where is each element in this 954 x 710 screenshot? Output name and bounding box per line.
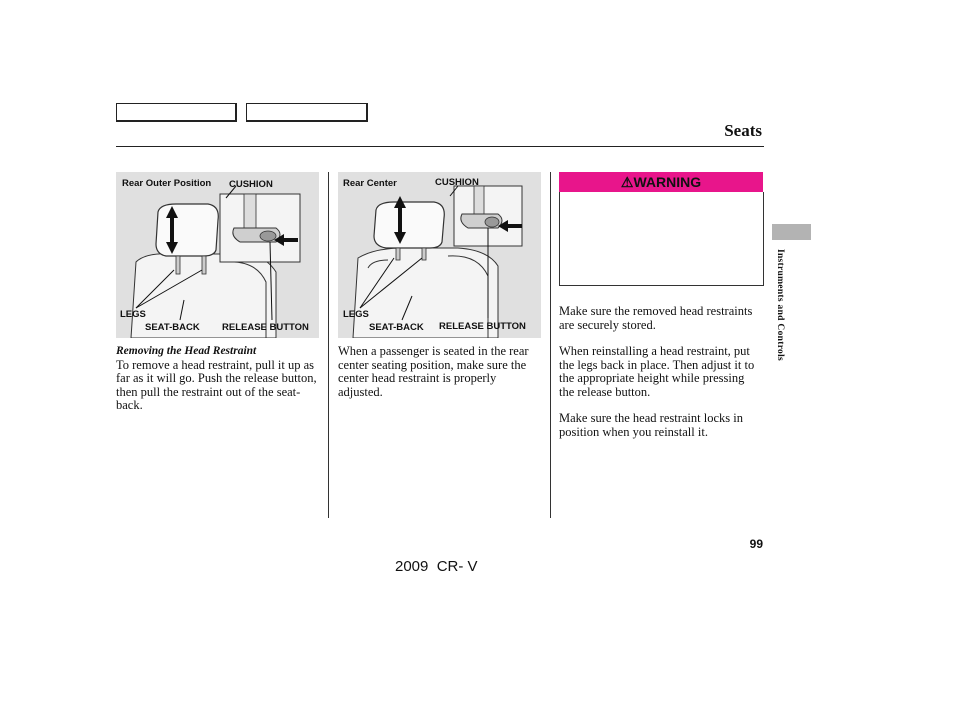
column-1-text bbox=[116, 345, 322, 413]
label-legs: LEGS bbox=[120, 309, 146, 320]
column-divider bbox=[550, 172, 551, 518]
figure-caption: Rear Outer Position bbox=[122, 178, 212, 189]
page-title: Seats bbox=[724, 121, 762, 140]
column-divider bbox=[328, 172, 329, 518]
warning-header bbox=[559, 172, 763, 192]
footer-model: 2009 CR- V bbox=[395, 558, 478, 575]
paragraph: Make sure the removed head restraints are securely stored. bbox=[559, 304, 753, 332]
column-3-text bbox=[559, 305, 759, 439]
nav-box-main-menu[interactable] bbox=[116, 103, 237, 122]
section-tab-label: Instruments and Controls bbox=[775, 248, 785, 362]
warning-icon: ⚠ bbox=[620, 174, 634, 190]
section-heading: Removing the Head Restraint bbox=[116, 345, 257, 357]
figure-rear-center bbox=[338, 172, 541, 338]
label-release-button: RELEASE BUTTON bbox=[222, 322, 309, 333]
warning-title: WARNING bbox=[633, 174, 702, 190]
label-legs: LEGS bbox=[343, 309, 369, 320]
label-release-button: RELEASE BUTTON bbox=[439, 321, 526, 332]
paragraph: When a passenger is seated in the rear center seating position, make sure the center head restraint is properly adjusted. bbox=[338, 344, 529, 399]
nav-box-table-of-contents[interactable] bbox=[246, 103, 368, 122]
paragraph: To remove a head restraint, pull it up as far as it will go. Push the release button, then pull the restraint out of the seat-back. bbox=[116, 357, 317, 412]
paragraph: When reinstalling a head restraint, put the legs back in place. Then adjust it to the appropriate height while pressing the release button. bbox=[559, 344, 755, 399]
header-rule bbox=[116, 146, 764, 147]
warning-body bbox=[559, 192, 764, 286]
figure-caption: Rear Center bbox=[343, 178, 397, 189]
label-seat-back: SEAT-BACK bbox=[145, 322, 200, 333]
label-cushion: CUSHION bbox=[435, 177, 479, 188]
label-seat-back: SEAT-BACK bbox=[369, 322, 424, 333]
page-number: 99 bbox=[749, 537, 763, 551]
label-cushion: CUSHION bbox=[229, 179, 273, 190]
figure-rear-outer-illustration bbox=[116, 172, 319, 338]
figure-rear-outer bbox=[116, 172, 319, 338]
column-2-text bbox=[338, 345, 538, 399]
paragraph: Make sure the head restraint locks in position when you reinstall it. bbox=[559, 411, 743, 439]
